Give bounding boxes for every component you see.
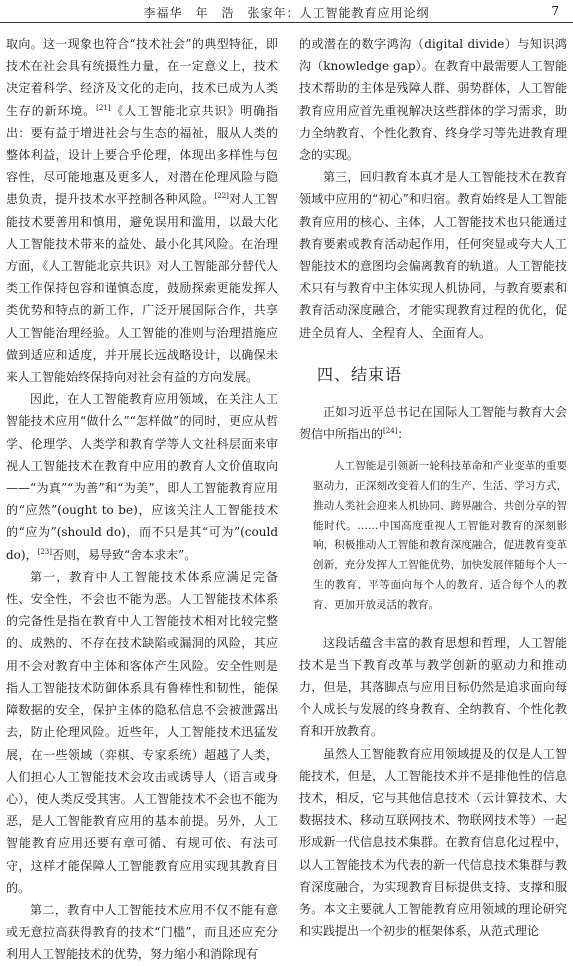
quote-text: 人工智能是引领新一轮科技革命和产业变革的重要驱动力，正深刻改变着人们的生产、生活、学习方式，推动人类社会迎来人机协同、跨界融合、共创分享的智能时代。……中国高度重视人工智能对教育的深刻影响，积极推动人工智能和教育深度融合，促进教育变革创新，充分发挥人工智能优势，加快发展伴随每个人一生的教育、平等面向每个人的教育、适合每个人的教育、更加开放灵活的教育。	[313, 460, 567, 611]
right-column	[299, 33, 567, 939]
text-span: 《人工智能北京共识》明确指出：要有益于增进社会与生态的福祉，服从人类的整体利益，设计上要合乎伦理，体现出多样性与包容性，尽可能地惠及更多人，对潜在伦理风险与隐患负责，提升技术水平控制各种风险。	[6, 103, 278, 207]
citation-ref: [24]	[383, 427, 398, 436]
running-header-title: 李福华 年 浩 张家年：人工智能教育应用论纲	[143, 6, 430, 20]
text-span: ：	[397, 427, 410, 442]
page-number: 7	[551, 4, 559, 18]
section-heading: 四、结束语	[317, 364, 403, 384]
paragraph: 第一，教育中人工智能技术体系应满足完备性、安全性，不会也不能为恶。人工智能技术体系的完备性是指在教育中人工智能技术相对比较完整的、成熟的、不存在技术缺陷或漏洞的风险，其应用不会对教育中主体和客体产生风险。安全性则是指人工智能技术防御体系具有鲁棒性和韧性，能保障数据的安全，保护主体的隐私信息不会被泄露出去，防止伦理风险。近些年，人工智能技术迅猛发展，在一些领域（弈棋、专家系统）超越了人类，人们担心人工智能技术会攻击或诱导人（语言或身心），使人类反受其害。人工智能技术不会也不能为恶，是人工智能教育应用的基本前提。另外，人工智能教育应用还要有章可循、有规可依、有法可守，这样才能保障人工智能教育应用实现其教育目的。	[6, 569, 278, 895]
citation-ref: [21]	[96, 103, 111, 112]
paragraph: 这段话蕴含丰富的教育思想和哲理，人工智能技术是当下教育改革与教学创新的驱动力和推动力，但是，其落脚点与应用目标仍然是追求面向每个人成长与发展的终身教育、全纳教育、个性化教育和开放教育。	[299, 635, 567, 739]
paragraph	[6, 388, 278, 566]
paragraph-continued	[6, 33, 278, 388]
citation-ref: [22]	[214, 192, 229, 201]
paragraph: 虽然人工智能教育应用领域提及的仅是人工智能技术，但是，人工智能技术并不是排他性的信息技术，相反，它与其他信息技术（云计算技术、大数据技术、移动互联网技术、物联网技术等）一起形成新一代信息技术集群。在教育信息化过程中，以人工智能技术为代表的新一代信息技术集群与教育深度融合，为实现教育目标提供支持、支撑和服务。本文主要就人工智能教育应用领域的理论研究和实践提出一个初步的框架体系，从范式理论	[299, 746, 567, 939]
citation-ref: [23]	[37, 547, 52, 556]
paragraph	[299, 401, 567, 445]
paragraph-continued: 的或潜在的数字鸿沟（digital divide）与知识鸿沟（knowledge gap）。在教育中最需要人工智能技术帮助的主体是残障人群、弱势群体，人工智能教育应用应首先重视解决这些群体的学习需求，助力全纳教育、个性化教育、终身学习等先进教育理念的实现。	[299, 37, 567, 163]
left-column	[6, 33, 278, 962]
text-span: 正如习近平总书记在国际人工智能与教育大会贺信中所指出的	[299, 404, 567, 442]
text-span: 因此，在人工智能教育应用领域，在关注人工智能技术应用“做什么”“怎样做”的同时，更应从哲学、伦理学、人类学和教育学等人文社科层面来审视人工智能技术在教育中应用的教育人文价值取向——“为真”“为善”和“为美”，即人工智能教育应用的“应然”(ought to be)，应该关注人工智能技术的“应为”(should do)，而不只是其“可为”(could do)，	[6, 392, 278, 562]
paragraph: 第三，回归教育本真才是人工智能技术在教育领域中应用的“初心”和归宿。教育始终是人工智能教育应用的核心、主体，人工智能技术也只能通过教育要素或教育活动起作用，任何突显或夸大人工智能技术的意图均会偏离教育的轨道。人工智能技术只有与教育中主体实现人机协同，与教育要素和教育活动深度融合，才能实现教育过程的优化，促进全员育人、全程育人、全面育人。	[299, 170, 567, 340]
text-span: 对人工智能技术要善用和慎用，避免误用和滥用，以最大化人工智能技术带来的益处、最小化其风险。在治理方面，《人工智能北京共识》对人工智能部分替代人类工作保持包容和谨慎态度，鼓励探索更能发挥人类优势和特点的新工作，广泛开展国际合作，共享人工智能治理经验。人工智能的准则与治理措施应做到适应和适度，并开展长远战略设计，以确保未来人工智能始终保持向对社会有益的方向发展。	[6, 192, 278, 385]
block-quote	[313, 457, 567, 615]
text-span: 取向。这一现象也符合“技术社会”的典型特征，即技术在社会具有统摄性力量，在一定意义上，技术决定着科学、经济及文化的走向，技术已成为人类生存的新环境。	[6, 37, 278, 118]
running-header	[0, 0, 573, 23]
text-span: 否则，易导致“舍本求末”。	[51, 547, 197, 562]
paragraph: 第二，教育中人工智能技术应用不仅不能有意或无意拉高获得教育的技术“门槛”，而且还应充分利用人工智能技术的优势，努力缩小和消除现有	[6, 902, 278, 962]
